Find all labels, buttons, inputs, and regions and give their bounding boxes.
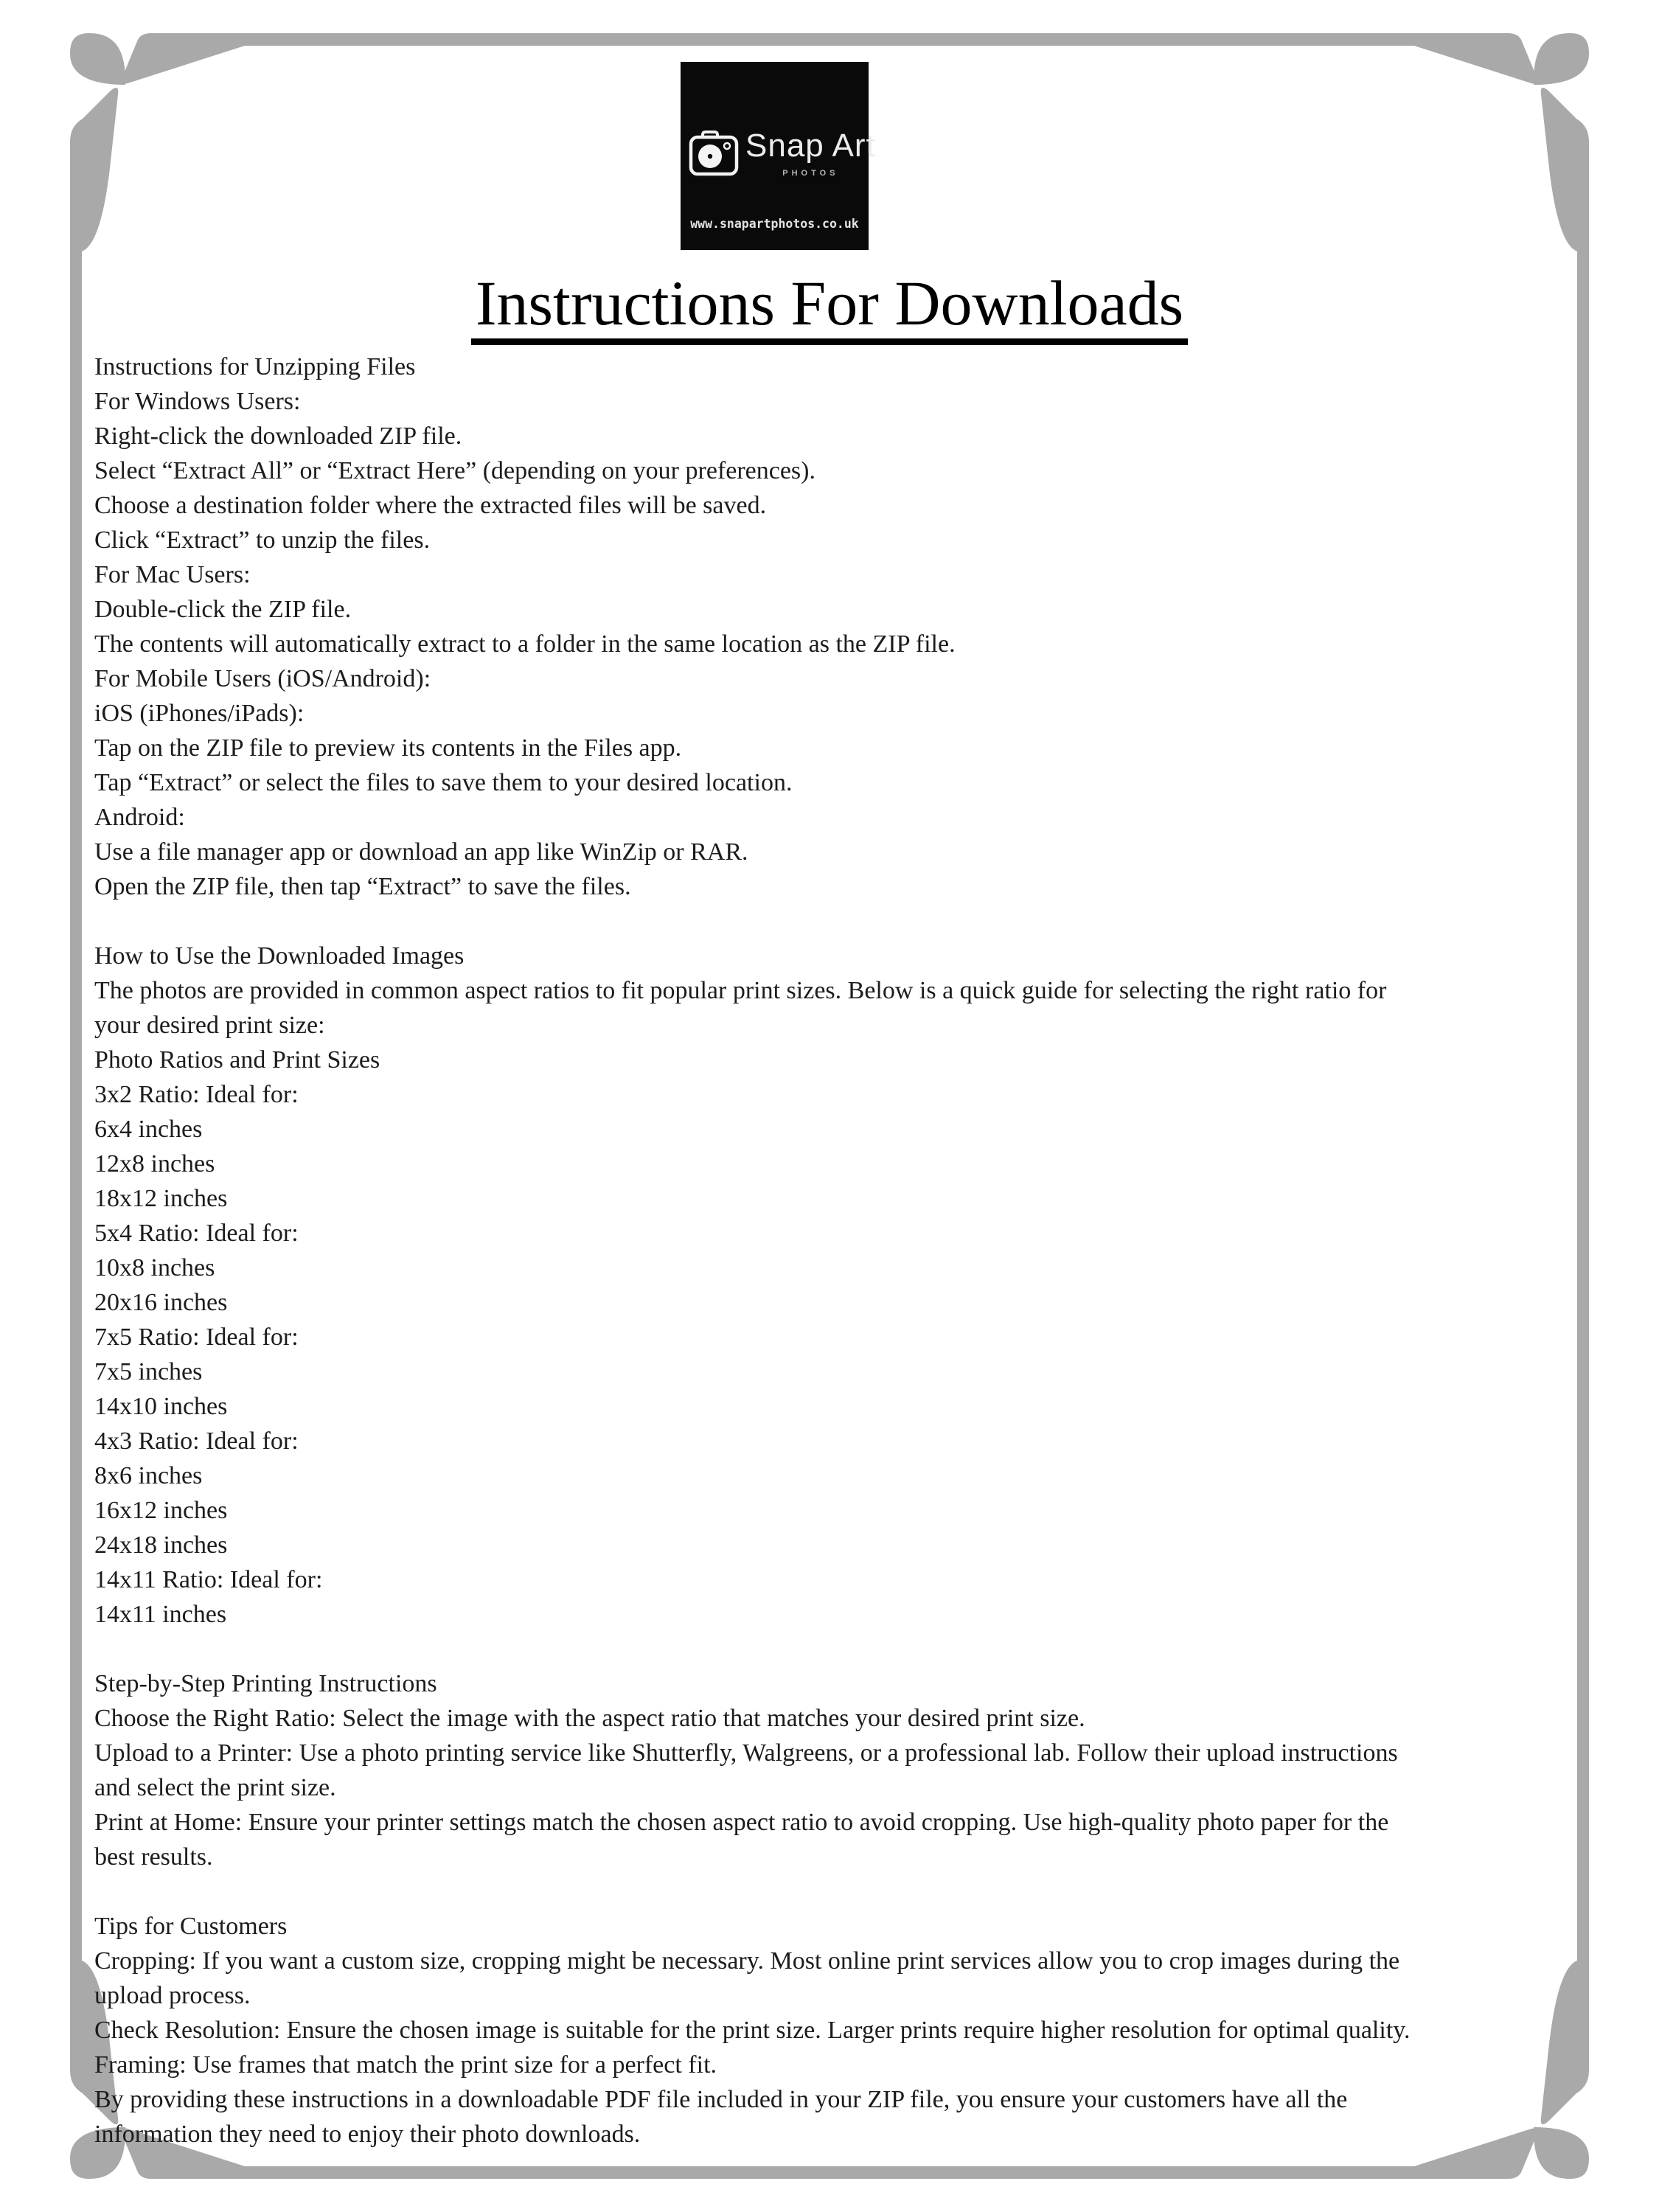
text-line: Tap on the ZIP file to preview its contents in the Files app.	[94, 734, 682, 762]
text-line: Open the ZIP file, then tap “Extract” to save the files.	[94, 873, 631, 900]
text-line: 7x5 inches	[94, 1358, 203, 1385]
section-tips	[94, 1909, 1569, 2152]
text-line: Step-by-Step Printing Instructions	[94, 1670, 437, 1697]
text-line: 16x12 inches	[94, 1497, 228, 1524]
brand-name: Snap Art	[745, 127, 876, 164]
frame-corner-petal-top-right	[1534, 33, 1589, 85]
text-line: 24x18 inches	[94, 1531, 228, 1559]
text-line: Upload to a Printer: Use a photo printing service like Shutterfly, Walgreens, or a professional lab. Follow their upload instructions	[94, 1739, 1398, 1767]
text-line: your desired print size:	[94, 1012, 325, 1039]
text-line: Print at Home: Ensure your printer settings match the chosen aspect ratio to avoid cropping. Use high-quality photo paper for the	[94, 1809, 1389, 1836]
text-line: Double-click the ZIP file.	[94, 596, 352, 623]
text-line: iOS (iPhones/iPads):	[94, 700, 305, 727]
text-line: 14x11 Ratio: Ideal for:	[94, 1566, 323, 1593]
page-title: Instructions For Downloads	[471, 271, 1188, 345]
text-line: 3x2 Ratio: Ideal for:	[94, 1081, 299, 1108]
brand-tagline: PHOTOS	[782, 168, 839, 178]
text-line: For Windows Users:	[94, 388, 301, 415]
text-line: Instructions for Unzipping Files	[94, 353, 416, 380]
text-line: 5x4 Ratio: Ideal for:	[94, 1220, 299, 1247]
brand-text-column	[745, 127, 876, 178]
text-line: Cropping: If you want a custom size, cropping might be necessary. Most online print services allow you to crop images during the	[94, 1947, 1400, 1975]
text-line: Android:	[94, 804, 185, 831]
text-line: Photo Ratios and Print Sizes	[94, 1046, 380, 1074]
text-line: For Mac Users:	[94, 561, 251, 588]
text-line: The contents will automatically extract to a folder in the same location as the ZIP file.	[94, 630, 956, 658]
text-line: 8x6 inches	[94, 1462, 203, 1489]
text-line: 10x8 inches	[94, 1254, 215, 1281]
section-printing	[94, 1666, 1569, 1874]
brand-lockup	[688, 127, 876, 180]
text-line: For Mobile Users (iOS/Android):	[94, 665, 431, 692]
text-line: Right-click the downloaded ZIP file.	[94, 422, 462, 450]
text-line: 7x5 Ratio: Ideal for:	[94, 1324, 299, 1351]
text-line: How to Use the Downloaded Images	[94, 942, 465, 970]
title-row	[0, 268, 1659, 345]
text-line: information they need to enjoy their photo downloads.	[94, 2121, 641, 2148]
text-line: 18x12 inches	[94, 1185, 228, 1212]
text-line: Click “Extract” to unzip the files.	[94, 526, 431, 554]
text-line: upload process.	[94, 1982, 251, 2009]
text-line: 14x10 inches	[94, 1393, 228, 1420]
text-line: 20x16 inches	[94, 1289, 228, 1316]
brand-website: www.snapartphotos.co.uk	[690, 217, 859, 231]
frame-corner-petal-top-left	[70, 33, 125, 85]
text-line: Select “Extract All” or “Extract Here” (depending on your preferences).	[94, 457, 815, 484]
text-line: Tap “Extract” or select the files to save them to your desired location.	[94, 769, 793, 796]
text-line: 4x3 Ratio: Ideal for:	[94, 1427, 299, 1455]
text-line: and select the print size.	[94, 1774, 336, 1801]
text-line: Tips for Customers	[94, 1913, 288, 1940]
text-line: Use a file manager app or download an app like WinZip or RAR.	[94, 838, 748, 866]
text-line: Choose a destination folder where the extracted files will be saved.	[94, 492, 767, 519]
text-line: 6x4 inches	[94, 1116, 203, 1143]
text-line: Framing: Use frames that match the print size for a perfect fit.	[94, 2051, 717, 2079]
text-line: best results.	[94, 1843, 213, 1871]
text-line: 12x8 inches	[94, 1150, 215, 1178]
text-line: 14x11 inches	[94, 1601, 227, 1628]
camera-icon	[688, 127, 741, 180]
section-unzipping	[94, 349, 1569, 904]
instructions-content	[94, 349, 1569, 2152]
text-line: The photos are provided in common aspect ratios to fit popular print sizes. Below is a quick guide for selecting the right ratio for	[94, 977, 1387, 1004]
text-line: By providing these instructions in a downloadable PDF file included in your ZIP file, you ensure your customers have all the	[94, 2086, 1348, 2113]
text-line: Choose the Right Ratio: Select the image with the aspect ratio that matches your desired print size.	[94, 1705, 1085, 1732]
brand-logo	[681, 62, 876, 250]
text-line: Check Resolution: Ensure the chosen image is suitable for the print size. Larger prints require higher resolution for optimal quality.	[94, 2017, 1411, 2044]
section-usage	[94, 939, 1569, 1632]
